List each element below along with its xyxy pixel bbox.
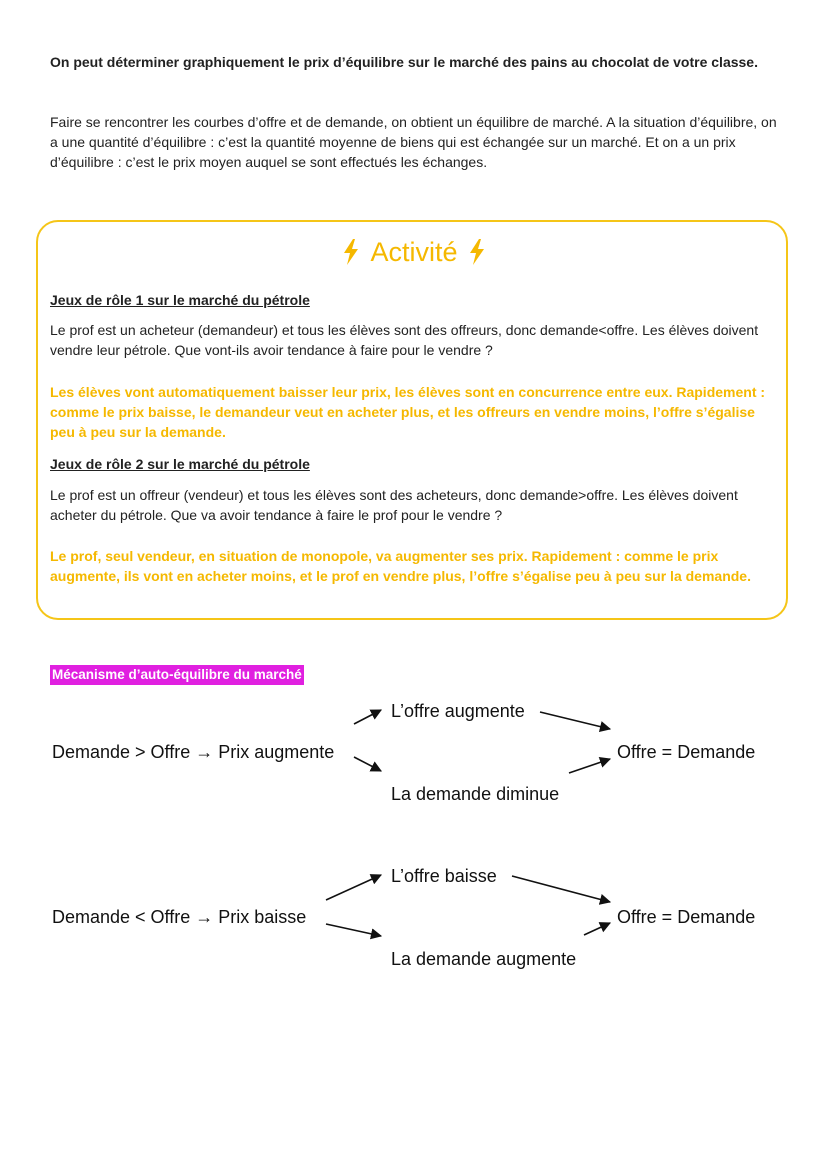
diagram1-result: Offre = Demande <box>617 742 756 762</box>
diagram2-result: Offre = Demande <box>617 907 756 927</box>
arrow-d2-upper-to-result <box>512 876 610 902</box>
arrow-d2-lower-to-result <box>584 923 610 935</box>
diagram2-lower: La demande augmente <box>391 949 577 969</box>
diagram1-start: Demande > Offre → Prix augmente <box>52 742 335 762</box>
arrow-d1-upper-to-result <box>540 712 610 729</box>
arrow-d1-lower-to-result <box>569 759 610 773</box>
diagram1-lower: La demande diminue <box>391 784 560 804</box>
intro-text: Faire se rencontrer les courbes d’offre et de demande, on obtient un équilibre de marché. A la situation d’équilibre, on a une quantité d’équilibre : c’est la quantité moyenne de biens qui est échangée sur un marché. Et on a un prix d’équilibre : c’est le prix moyen auquel se sont effectués les échanges. <box>50 114 777 170</box>
role2-answer: Le prof, seul vendeur, en situation de monopole, va augmenter ses prix. Rapidement : comme le prix augmente, ils vont en acheter moins, et le prof en vendre plus, l’offre s’égalise peu à peu sur la demande. <box>50 548 751 584</box>
diagram1-upper: L’offre augmente <box>391 701 525 721</box>
activity-title-label: Activité <box>370 237 458 267</box>
intro-heading: On peut déterminer graphiquement le prix d’équilibre sur le marché des pains au chocolat de votre classe. <box>50 54 758 70</box>
role1-answer: Les élèves vont automatiquement baisser leur prix, les élèves sont en concurrence entre eux. Rapidement : comme le prix baisse, le demandeur veut en acheter plus, et les offreurs en vendre moins, l’offre s’égalise peu à peu sur la demande. <box>50 384 766 440</box>
arrow-d1-up <box>354 710 381 724</box>
role1-text: Le prof est un acheteur (demandeur) et tous les élèves sont des offreurs, donc demande<offre. Les élèves doivent vendre leur pétrole. Que vont-ils avoir tendance à faire pour le vendre ? <box>50 322 759 358</box>
role2-text: Le prof est un offreur (vendeur) et tous les élèves sont des acheteurs, donc demande>offre. Les élèves doivent acheter du pétrole. Que va avoir tendance à faire le prof pour le vendre ? <box>50 487 738 523</box>
diagram2-upper: L’offre baisse <box>391 866 497 886</box>
arrow-d1-down <box>354 757 381 771</box>
arrow-d2-up <box>326 875 381 900</box>
mechanism-title: Mécanisme d’auto-équilibre du marché <box>50 665 304 685</box>
diagram2-start: Demande < Offre → Prix baisse <box>52 907 307 927</box>
role2-title: Jeux de rôle 2 sur le marché du pétrole <box>50 456 310 472</box>
arrow-d2-down <box>326 924 381 936</box>
role1-title: Jeux de rôle 1 sur le marché du pétrole <box>50 292 310 308</box>
